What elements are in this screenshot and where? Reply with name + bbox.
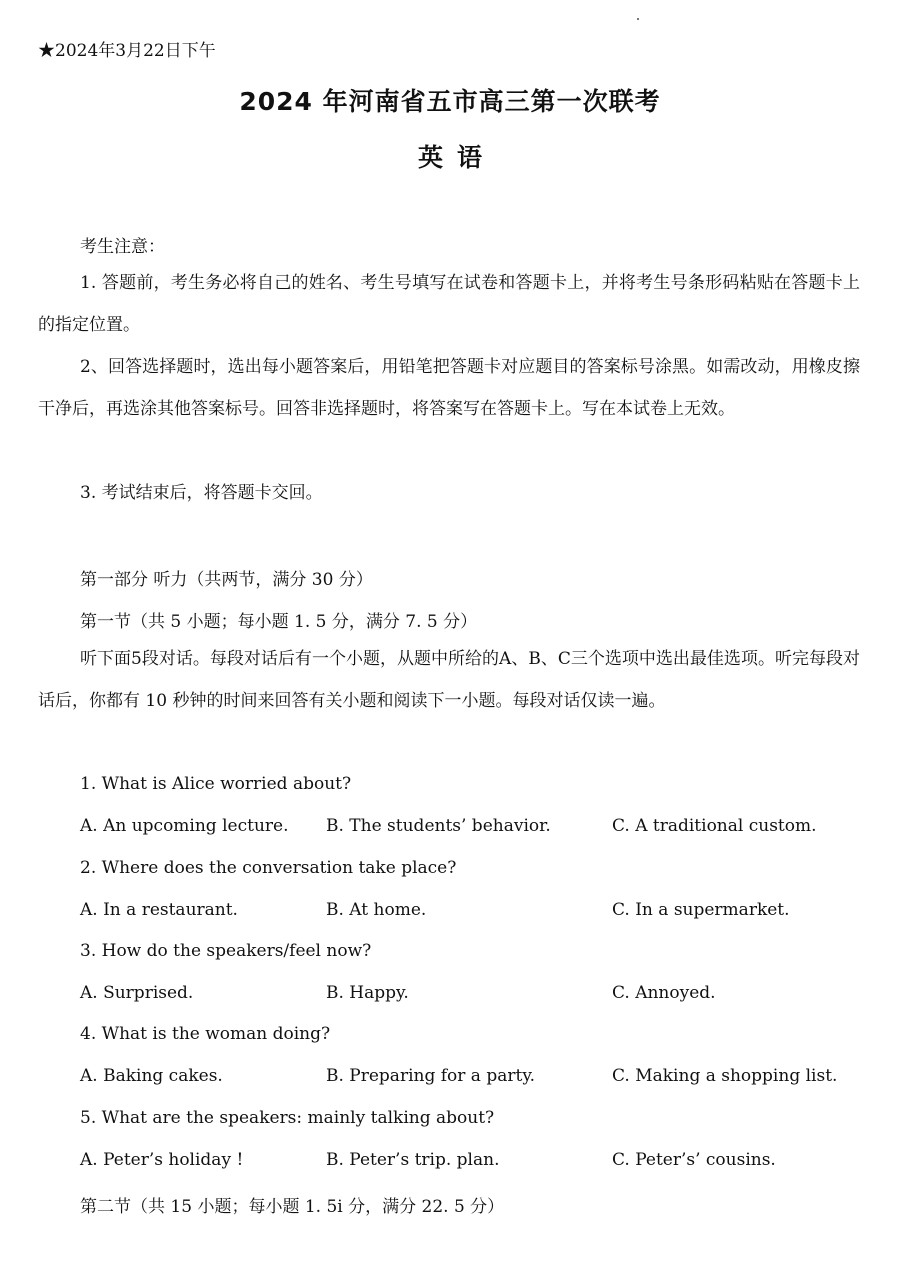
notice-item-3: 3. 考试结束后，将答题卡交回。	[80, 483, 323, 503]
question-3-option-b: B. Happy.	[326, 983, 409, 1003]
notice-item-2: 2、回答选择题时，选出每小题答案后，用铅笔把答题卡对应题目的答案标号涂黑。如需改动，用橡皮擦干净后，再选涂其他答案标号。回答非选择题时，将答案写在答题卡上。写在本试卷上无效。	[38, 357, 860, 419]
question-3-stem: 3. How do the speakers/feel now?	[80, 941, 372, 961]
part1-heading: 第一部分 听力（共两节，满分 30 分）	[80, 570, 373, 590]
question-2-option-a: A. In a restaurant.	[80, 900, 238, 920]
question-4-stem: 4. What is the woman doing?	[80, 1024, 331, 1044]
question-1-option-a: A. An upcoming lecture.	[80, 816, 289, 836]
question-5-stem: 5. What are the speakers: mainly talking about?	[80, 1108, 495, 1128]
notice-heading: 考生注意：	[80, 237, 165, 257]
section1-heading: 第一节（共 5 小题；每小题 1. 5 分，满分 7. 5 分）	[80, 612, 478, 632]
question-2-stem: 2. Where does the conversation take place?	[80, 858, 457, 878]
question-3-option-a: A. Surprised.	[80, 983, 194, 1003]
question-3-option-c: C. Annoyed.	[612, 983, 716, 1003]
question-5-option-c: C. Peter’s’ cousins.	[612, 1150, 776, 1170]
notice-item-1: 1. 答题前，考生务必将自己的姓名、考生号填写在试卷和答题卡上，并将考生号条形码粘贴在答题卡上的指定位置。	[38, 273, 860, 335]
question-1-stem: 1. What is Alice worried about?	[80, 774, 352, 794]
question-4-option-b: B. Preparing for a party.	[326, 1066, 536, 1086]
section2-heading: 第二节（共 15 小题；每小题 1. 5i 分，满分 22. 5 分）	[80, 1197, 505, 1217]
subject-title: 英语	[417, 143, 496, 172]
question-5-option-b: B. Peter’s trip. plan.	[326, 1150, 500, 1170]
question-5-option-a: A. Peter’s holiday !	[80, 1150, 244, 1170]
question-2-option-c: C. In a supermarket.	[612, 900, 790, 920]
exam-title: 2024 年河南省五市高三第一次联考	[239, 87, 661, 116]
question-4-option-c: C. Making a shopping list.	[612, 1066, 838, 1086]
question-1-option-c: C. A traditional custom.	[612, 816, 817, 836]
exam-date-stamp: ★2024年3月22日下午	[38, 41, 216, 61]
question-4-option-a: A. Baking cakes.	[80, 1066, 223, 1086]
question-2-option-b: B. At home.	[326, 900, 427, 920]
scan-speck	[637, 18, 639, 20]
question-1-option-b: B. The students’ behavior.	[326, 816, 551, 836]
section1-instructions: 听下面5段对话。每段对话后有一个小题，从题中所给的A、B、C三个选项中选出最佳选项。听完每段对话后，你都有 10 秒钟的时间来回答有关小题和阅读下一小题。每段对话仅读一遍。	[38, 649, 860, 711]
